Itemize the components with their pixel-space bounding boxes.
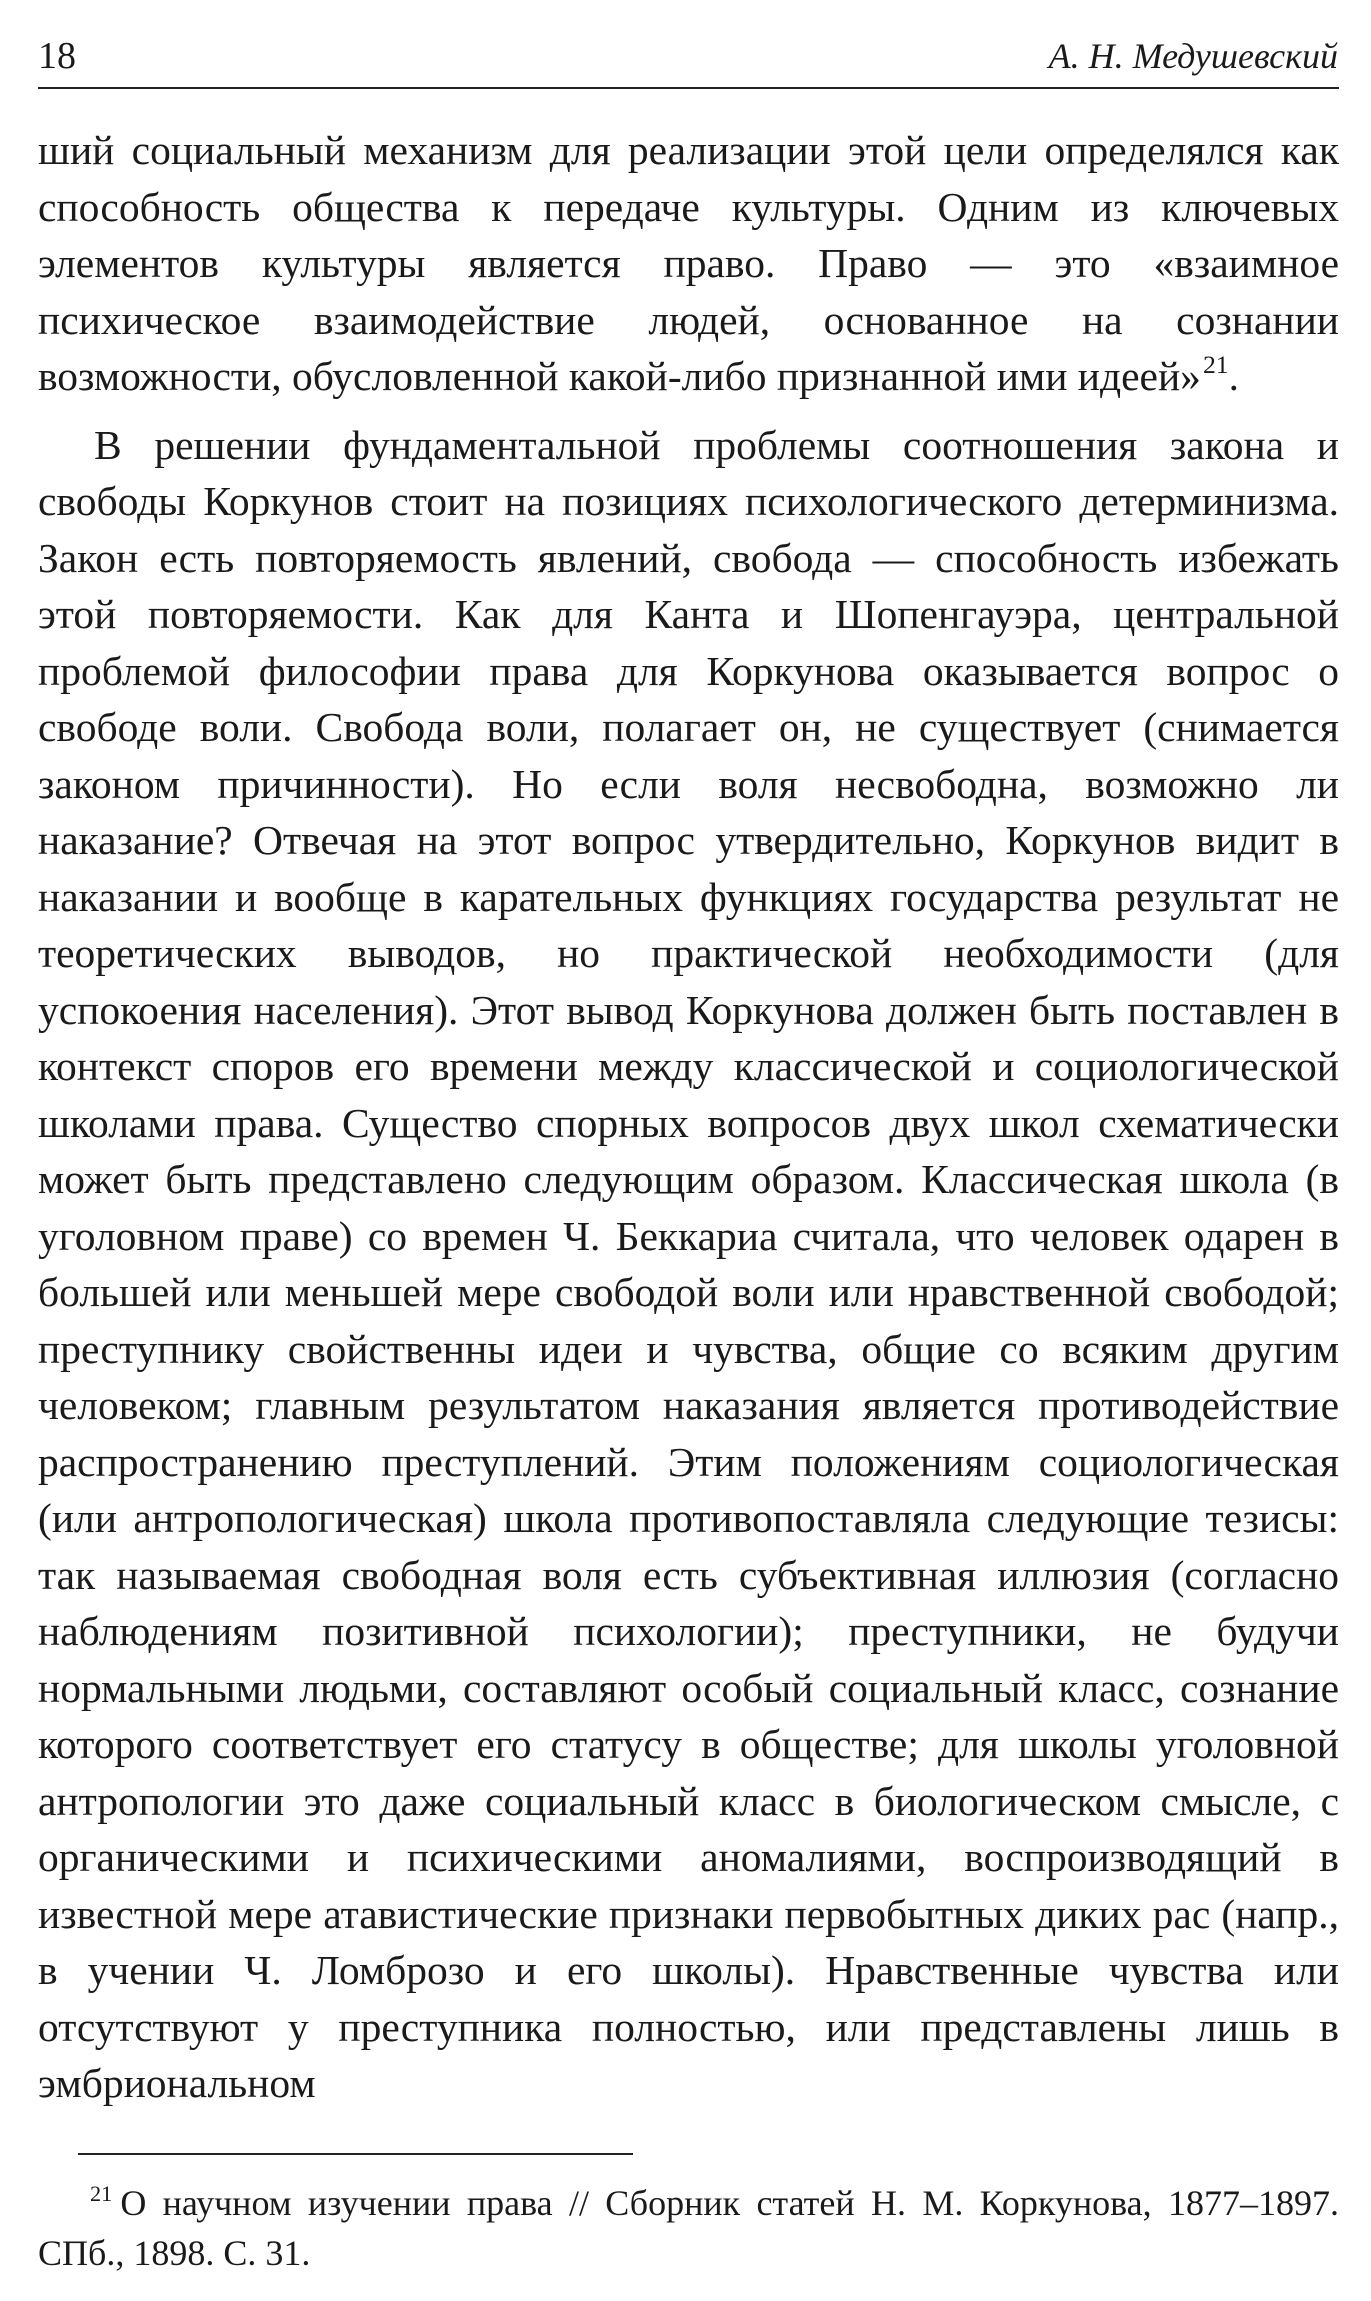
page-header bbox=[38, 30, 1338, 90]
footnote-rule bbox=[78, 2153, 633, 2155]
paragraph-2 bbox=[38, 417, 1339, 2112]
paragraph-2-text: В решении фундаментальной проблемы соотношения закона и свободы Коркунов стоит на позициях психологического детерминизма. Закон есть повторяемость явлений, свобода — способность избежать этой повторяемости. Как для Канта и Шопенгауэра, центральной проблемой философии права для Коркунова оказывается вопрос о свободе воли. Свобода воли, полагает он, не существует (снимается законом причинности). Но если воля несвободна, возможно ли наказание? Отвечая на этот вопрос утвердительно, Коркунов видит в наказании и вообще в карательных функциях государства результат не теоретических выводов, но практической необходимости (для успокоения населения). Этот вывод Коркунова должен быть поставлен в контекст споров его времени между классической и социологической школами права. Существо спорных вопросов двух школ схематически может быть представлено следующим образом. Классическая школа (в уголовном праве) со времен Ч. Беккариа считала, что человек одарен в большей или меньшей мере свободой воли или нравственной свободой; преступнику свойственны идеи и чувства, общие со всяким другим человеком; главным результатом наказания является противодействие распространению преступлений. Этим положениям социологическая (или антропологическая) школа противопоставляла следующие тезисы: так называемая свободная воля есть субъективная иллюзия (согласно наблюдениям позитивной психологии); преступники, не будучи нормальными людьми, составляют особый социальный класс, сознание которого соответствует его статусу в обществе; для школы уголовной антропологии это даже социальный класс в биологическом смысле, с органическими и психическими аномалиями, воспроизводящий в известной мере атавистические признаки первобытных диких рас (напр., в учении Ч. Ломброзо и его школы). Нравственные чувства или отсутствуют у преступника полностью, или представлены лишь в эмбриональном bbox=[38, 421, 1339, 2106]
paragraph-1 bbox=[38, 122, 1339, 405]
paragraph-1-tail: . bbox=[1228, 353, 1240, 399]
running-head: А. Н. Медушевский bbox=[1048, 36, 1338, 76]
footnote-number: 21 bbox=[90, 2180, 113, 2206]
footnote-reference: 21 bbox=[1202, 350, 1229, 380]
header-rule bbox=[38, 87, 1339, 89]
footnote-text: О научном изучении права // Сборник статей Н. М. Коркунова, 1877–1897. СПб., 1898. С. 31. bbox=[38, 2183, 1339, 2273]
paragraph-1-text: ший социальный механизм для реализации этой цели определялся как способность общества к передаче культуры. Одним из ключевых элементов культуры является право. Право — это «взаимное психическое взаимодействие людей, основанное на сознании возможности, обусловленной какой-либо признанной ими идеей» bbox=[38, 127, 1339, 399]
page-number: 18 bbox=[38, 35, 76, 77]
body-text bbox=[38, 122, 1339, 2112]
footnote bbox=[38, 2178, 1339, 2278]
